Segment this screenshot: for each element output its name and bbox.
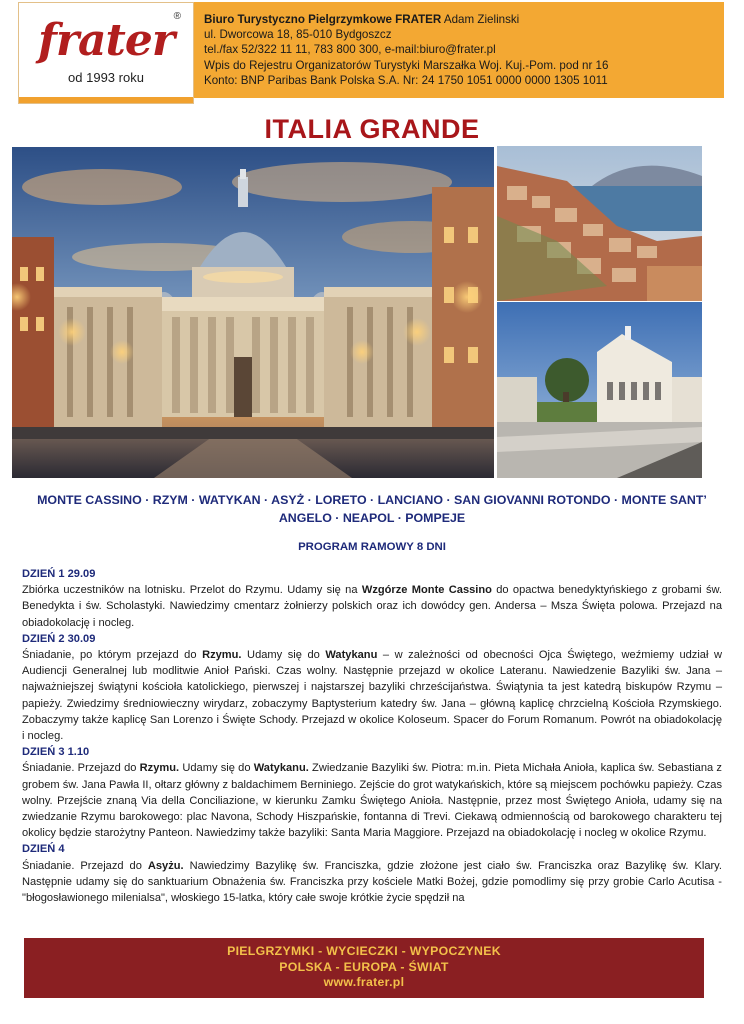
company-name: Biuro Turystyczno Pielgrzymkowe FRATER <box>204 13 442 26</box>
day-1 <box>22 566 722 631</box>
day-1-bold-1: Wzgórze Monte Cassino <box>361 584 492 597</box>
logo <box>18 2 194 104</box>
company-owner: Adam Zielinski <box>443 13 520 26</box>
day-3-text-3: Zwiedzanie Bazyliki św. Piotra: m.in. Pieta Michała Anioła, kaplica św. Sebastiana z grobem św. Jana Pawła II, ołtarz główny z baldachimem Berniniego. Zejście do grot watykańskich, które są miejscem pochówku papieży. Czas wolny. Przejście znaną Via della Conciliazione, w kierunku Zamku Świętego Anioła. Następnie, przez most Świętego Anioła, udamy się na zwiedzanie Rzymu barokowego: plac Navona, Schody Hiszpańskie, fontanna di Trevi. Ciekawą odmiennością od barokowego charakteru tej okolicy będzie starożytny Panteon. Nawiedzimy także bazyliki: Santa Maria Maggiore. Przejazd na obiadokolację i nocleg w okolice Rzymu. <box>22 762 722 840</box>
day-2-heading: DZIEŃ 2 30.09 <box>22 632 96 645</box>
day-2-text-2: Udamy się do <box>241 649 326 662</box>
footer-line-1: PIELGRZYMKI - WYCIECZKI - WYPOCZYNEK <box>227 944 501 958</box>
day-4-text-2: Nawiedzimy Bazylikę św. Franciszka, gdzie złożone jest ciało św. Franciszka oraz Bazylikę św. Klary. Następnie udamy się do sanktuarium Obnażenia św. Franciszka przy kościele Matki Bożej, gdzie pomodlimy się przy grobie Carlo Acutisa - "błogosławionego milenialsa", włoskiego 15-latka, który całe swoje krótkie życie spędził na <box>22 859 722 905</box>
day-3-text-1: Śniadanie. Przejazd do <box>22 762 140 775</box>
footer-website-link[interactable]: www.frater.pl <box>323 975 405 989</box>
day-1-heading: DZIEŃ 1 29.09 <box>22 568 96 580</box>
day-4-heading: DZIEŃ 4 <box>22 843 65 856</box>
header <box>18 2 724 104</box>
page-title: ITALIA GRANDE <box>264 114 480 144</box>
san-giovanni-rotondo-photo <box>497 302 702 478</box>
st-peters-basilica-photo <box>12 147 494 478</box>
company-bank: Konto: BNP Paribas Bank Polska S.A. Nr: 24 1750 1051 0000 0000 1305 1011 <box>204 73 608 87</box>
day-4-bold-1: Asyżu. <box>147 859 184 872</box>
day-2 <box>22 631 722 744</box>
day-4-description <box>22 858 722 907</box>
day-1-description <box>22 582 722 631</box>
day-1-text-1: Zbiórka uczestników na lotnisku. Przelot do Rzymu. Udamy się na <box>22 584 362 597</box>
day-3-bold-2: Watykanu. <box>253 762 309 775</box>
company-contact: tel./fax 52/322 11 11, 783 800 300, e-mail:biuro@frater.pl <box>204 43 496 57</box>
company-info <box>194 2 724 98</box>
day-2-description <box>22 647 722 744</box>
footer-banner <box>24 938 704 998</box>
day-3-text-2: Udamy się do <box>179 762 254 775</box>
company-registry: Wpis do Rejestru Organizatorów Turystyki Marszałka Woj. Kuj.-Pom. pod nr 16 <box>204 58 609 72</box>
registered-mark: ® <box>173 11 181 22</box>
day-3-description <box>22 760 722 841</box>
company-address: ul. Dworcowa 18, 85-010 Bydgoszcz <box>204 28 392 42</box>
footer-line-2: POLSKA - EUROPA - ŚWIAT <box>279 959 449 974</box>
day-3-bold-1: Rzymu. <box>139 762 180 775</box>
program-heading: PROGRAM RAMOWY 8 DNI <box>298 541 446 553</box>
day-2-text-1: Śniadanie, po którym przejazd do <box>22 649 203 662</box>
places-list: MONTE CASSINO · RZYM · WATYKAN · ASYŻ · LORETO · LANCIANO · SAN GIOVANNI ROTONDO · MONTE SANT’ ANGELO · NEAPOL · POMPEJE <box>37 493 707 525</box>
day-1-text-2: do opactwa benedyktyńskiego z grobami św. Benedykta i św. Scholastyki. Nawiedzimy cmentarz żołnierzy polskich oraz ich dowódcy gen. Andersa – Msza Święta polowa. Przejazd na obiadokolację i nocleg. <box>22 584 722 629</box>
day-4 <box>22 841 722 906</box>
day-3-heading: DZIEŃ 3 1.10 <box>22 746 90 759</box>
company-name-line <box>204 12 724 27</box>
day-2-text-3: – w zależności od obecności Ojca Świętego, weźmiemy udział w Audiencji Generalnej lub modlitwie Anioł Pański. Czas wolny. Następnie przejazd w okolice Lateranu. Nawiedzenie Bazyliki św. Jana – najważniejszej świątyni kościoła katolickiego, pierwszej i najstarszej bazyliki chrześcijaństwa. Świątynia ta jest katedrą biskupów Rzymu – papieży. Zwiedzimy średniowieczny wirydarz, zobaczymy Baptysterium katedry św. Jana – główną kaplicę chrzcielną Kościoła Rzymskiego. Zobaczymy także kaplicę San Lorenzo i Święte Schody. Przejazd w okolice Koloseum. Spacer do Forum Romanum. Powrót na obiadokolację i nocleg. <box>22 649 723 743</box>
itinerary <box>22 566 722 906</box>
day-3 <box>22 744 722 841</box>
logo-wordmark: frater <box>37 15 175 66</box>
day-2-bold-1: Rzymu. <box>202 649 242 662</box>
logo-tagline: od 1993 roku <box>68 70 144 85</box>
day-4-text-1: Śniadanie. Przejazd do <box>22 859 148 872</box>
day-2-bold-2: Watykanu <box>325 649 378 662</box>
logo-underline <box>19 97 193 103</box>
naples-bay-photo <box>497 146 702 301</box>
